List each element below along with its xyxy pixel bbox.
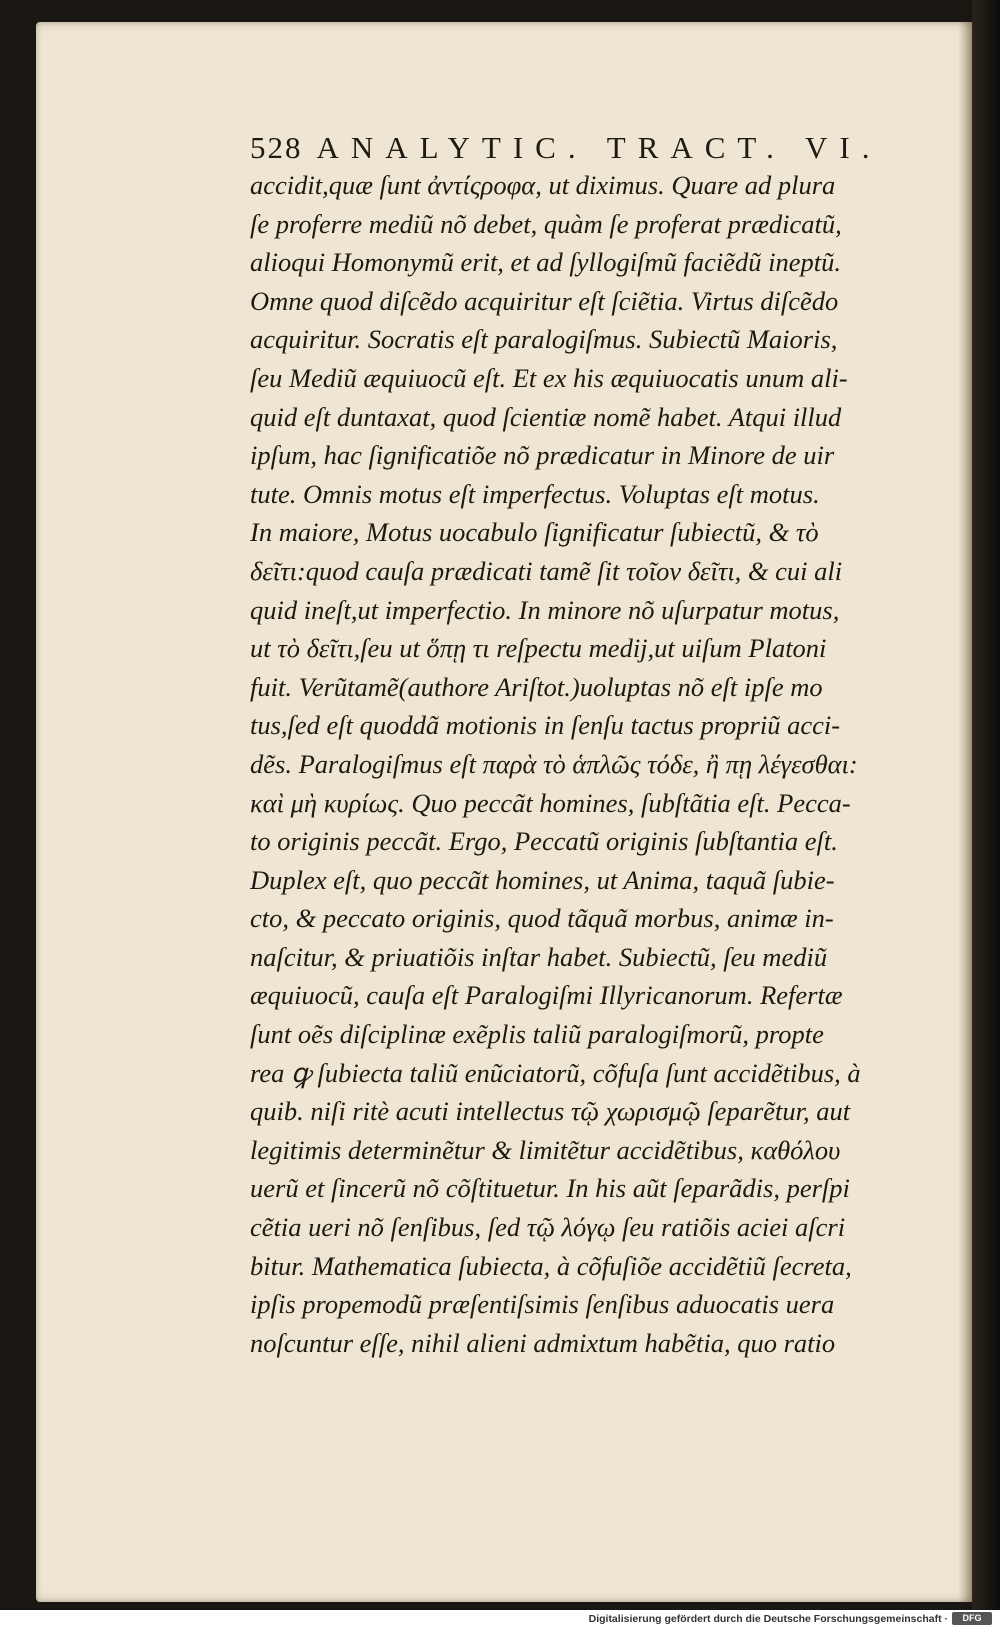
text-line: quib. niſi ritè acuti intellectus τῷ χωρισμῷ ſeparẽtur, aut: [250, 1096, 851, 1127]
text-line: legitimis determinẽtur & limitẽtur accidẽtibus, καθόλου: [250, 1134, 841, 1165]
dfg-logo: DFG: [952, 1612, 992, 1625]
text-line: ſeu Mediũ æquiuocũ eſt. Et ex his æquiuocatis unum ali-: [250, 362, 848, 393]
text-line: ipſum, hac ſignificatiõe nõ prædicatur in Minore de uir: [250, 440, 835, 471]
text-line: δεῖτι:quod cauſa prædicati tamẽ ſit τοῖον δεῖτι, & cui ali: [250, 555, 843, 586]
text-line: Omne quod diſcẽdo acquiritur eſt ſciẽtia. Virtus diſcẽdo: [250, 285, 839, 316]
text-line: dẽs. Paralogiſmus eſt παρὰ τὸ ἁπλῶς τόδε, ἢ πῃ λέγεσθαι:: [250, 748, 858, 779]
text-line: καὶ μὴ κυρίως. Quo peccãt homines, ſubſtãtia eſt. Pecca-: [250, 787, 851, 818]
text-line: quid eſt duntaxat, quod ſcientiæ nomẽ habet. Atqui illud: [250, 401, 842, 432]
text-line: ſe proferre mediũ nõ debet, quàm ſe proferat prædicatũ,: [250, 208, 842, 239]
text-line: to originis peccãt. Ergo, Peccatũ originis ſubſtantia eſt.: [250, 826, 838, 857]
page-number: 528: [250, 130, 303, 165]
text-line: rea ꝙ ſubiecta taliũ enũciatorũ, cõfuſa ſunt accidẽtibus, à: [250, 1057, 861, 1088]
text-line: naſcitur, & priuatiõis inſtar habet. Subiectũ, ſeu mediũ: [250, 941, 828, 972]
text-line: ipſis propemodũ præſentiſsimis ſenſibus aduocatis uera: [250, 1289, 835, 1320]
text-line: cto, & peccato originis, quod tãquã morbus, animæ in-: [250, 903, 834, 934]
text-line: ut τὸ δεῖτι,ſeu ut ὅπῃ τι reſpectu medij,ut uiſum Platoni: [250, 633, 827, 664]
text-line: ſunt oẽs diſciplinæ exẽplis taliũ paralogiſmorũ, propte: [250, 1019, 824, 1050]
digitization-footer: [0, 1610, 1000, 1628]
text-line: uerũ et ſincerũ nõ cõſtituetur. In his aũt ſeparãdis, perſpi: [250, 1173, 850, 1204]
text-line: alioqui Homonymũ erit, et ad ſyllogiſmũ faciẽdũ ineptũ.: [250, 247, 842, 278]
running-title: ANALYTIC. TRACT. VI.: [316, 130, 882, 165]
text-line: cẽtia ueri nõ ſenſibus, ſed τῷ λόγῳ ſeu ratiõis aciei aſcri: [250, 1212, 846, 1243]
text-line: æquiuocũ, cauſa eſt Paralogiſmi Illyricanorum. Refertæ: [250, 980, 843, 1011]
text-line: quid ineſt,ut imperfectio. In minore nõ uſurpatur motus,: [250, 594, 840, 625]
text-line: tus,ſed eſt quoddã motionis in ſenſu tactus propriũ acci-: [250, 710, 841, 741]
body-text: [250, 166, 940, 1362]
text-line: noſcuntur eſſe, nihil alieni admixtum habẽtia, quo ratio: [250, 1327, 836, 1358]
text-line: accidit,quæ ſunt ἀντίςροφα, ut diximus. Quare ad plura: [250, 170, 836, 200]
text-line: Duplex eſt, quo peccãt homines, ut Anima, taquã ſubie-: [250, 864, 835, 895]
text-line: fuit. Verũtamẽ(authore Ariſtot.)uoluptas nõ eſt ipſe mo: [250, 671, 823, 702]
funding-credit: Digitalisierung gefördert durch die Deutsche Forschungsgemeinschaft ·: [588, 1613, 948, 1625]
text-line: acquiritur. Socratis eſt paralogiſmus. Subiectũ Maioris,: [250, 324, 838, 355]
page-edge: [972, 0, 1000, 1610]
text-line: tute. Omnis motus eſt imperfectus. Voluptas eſt motus.: [250, 478, 820, 509]
text-line: In maiore, Motus uocabulo ſignificatur ſubiectũ, & τὸ: [250, 517, 819, 548]
text-line: bitur. Mathematica ſubiecta, à cõfuſiõe accidẽtiũ ſecreta,: [250, 1250, 852, 1281]
